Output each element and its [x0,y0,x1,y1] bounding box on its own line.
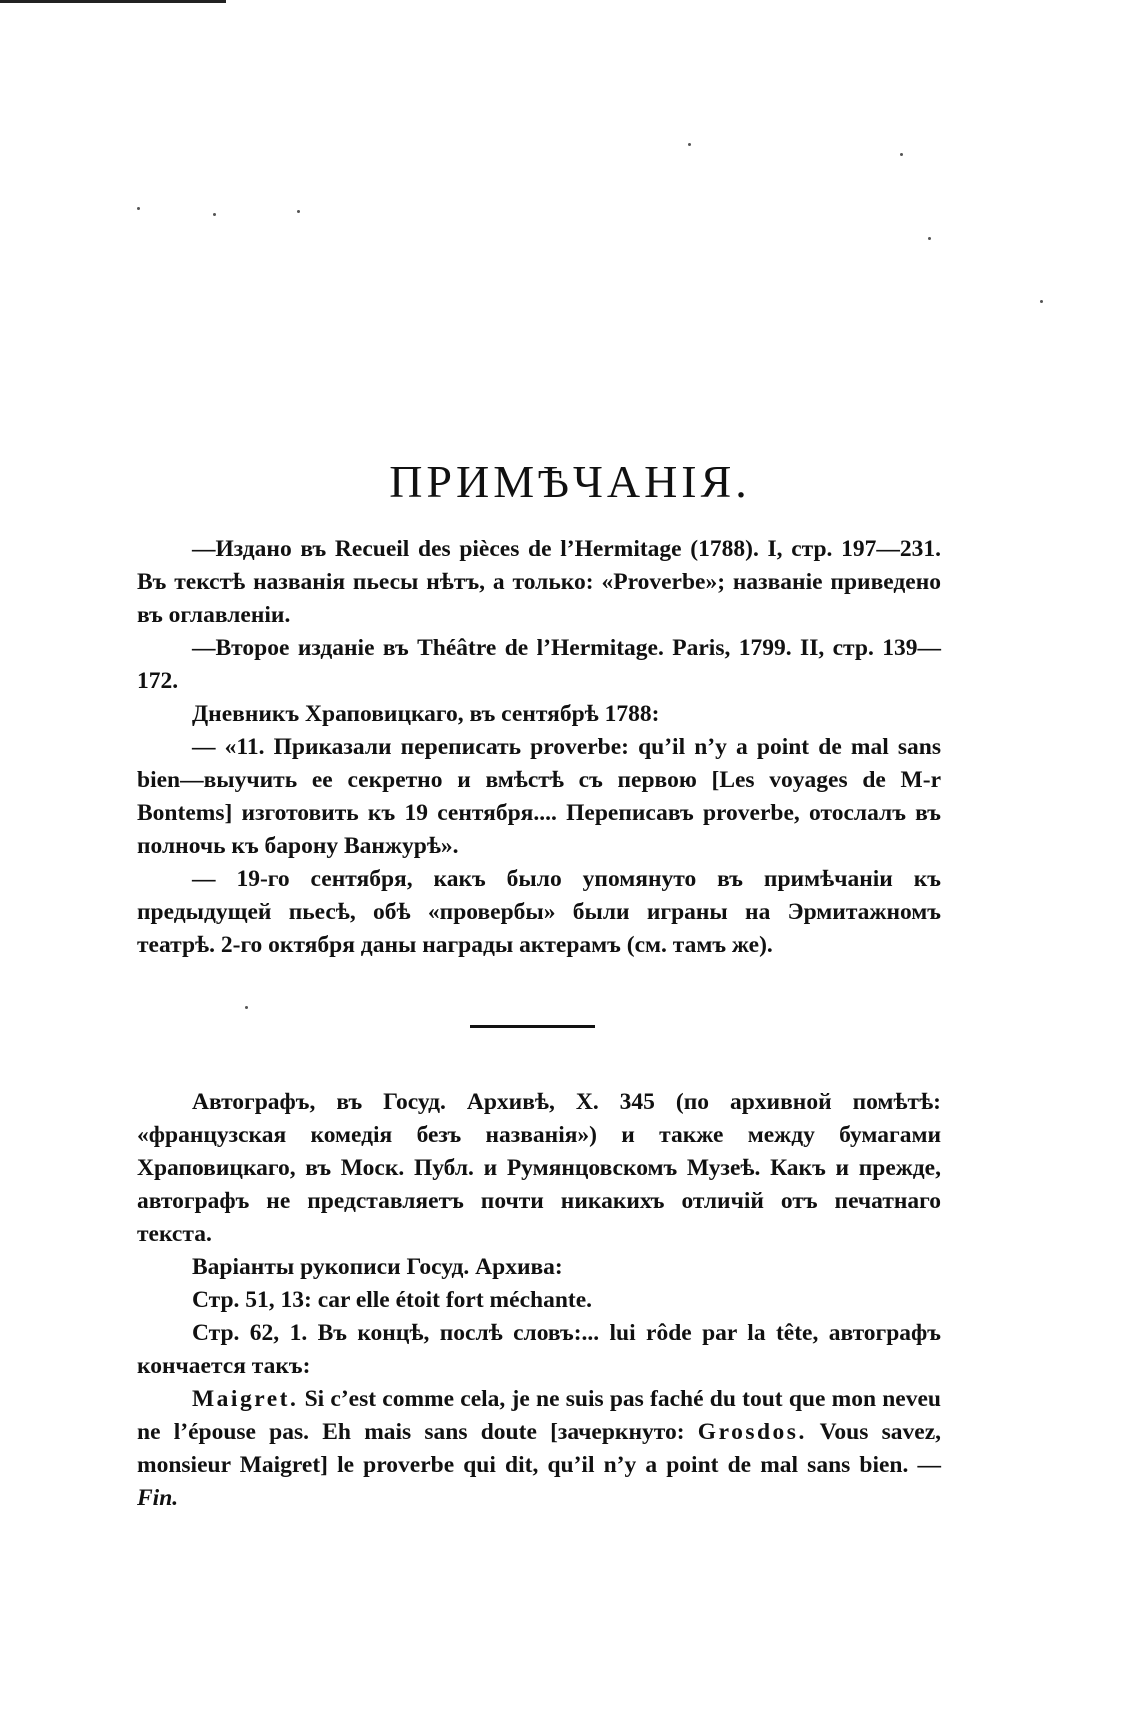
scan-speck [900,153,903,156]
note-paragraph: Дневникъ Храповицкаго, въ сентябрѣ 1788: [192,701,660,727]
variants-section [137,1086,941,1515]
fin-mark: Fin. [137,1485,179,1511]
variant-paragraph: Варіанты рукописи Госуд. Архива: [192,1254,563,1280]
speaker-name: Maigret. [192,1386,299,1412]
note-paragraph: —Издано въ Recueil des pièces de l’Hermitage (1788). I, стр. 197—231. Въ текстѣ названія пьесы нѣтъ, а только: «Proverbe»; названіе приведено въ оглавленіи. [137,536,941,628]
scan-speck [1040,300,1043,303]
top-rule [0,0,226,3]
note-paragraph: — «11. Приказали переписать proverbe: qu’il n’y a point de mal sans bien—выучить ее секретно и вмѣстѣ съ первою [Les voyages de M-r Bontems] изготовить къ 19 сентября.... Переписавъ proverbe, отослалъ въ полночь къ барону Ванжурѣ». [137,734,941,859]
page-title: ПРИМѢЧАНІЯ. [389,456,751,507]
variant-quote [137,1383,941,1515]
note-paragraph: — 19-го сентября, какъ было упомянуто въ примѣчаніи къ предыдущей пьесѣ, обѣ «провербы» были играны на Эрмитажномъ театрѣ. 2-го октября даны награды актерамъ (см. тамъ же). [137,866,941,958]
scan-speck [245,1006,248,1009]
section-divider [470,1025,595,1028]
quote-text: Si c’est comme cela, je ne suis pas faché du tout que mon neveu ne l’épouse pas. Eh mais sans doute [зачеркнуто: [137,1386,941,1445]
scan-speck [688,143,691,146]
scan-speck [137,207,140,210]
scan-speck [928,237,931,240]
note-paragraph: —Второе изданіе въ Théâtre de l’Hermitage. Paris, 1799. II, стр. 139—172. [137,635,941,694]
struck-name: Grosdos. [697,1419,807,1445]
scan-speck [297,210,300,213]
scan-speck [213,213,216,216]
quote-text: Vous savez, monsieur Maigret] le proverbe qui dit, qu’il n’y a point de mal sans bien. — [137,1419,941,1478]
notes-section [137,533,941,962]
variant-paragraph: Автографъ, въ Госуд. Архивѣ, X. 345 (по архивной помѣтѣ: «французская комедія безъ названія») и также между бумагами Храповицкаго, въ Моск. Публ. и Румянцовскомъ Музеѣ. Какъ и прежде, автографъ не представляетъ почти никакихъ отличій отъ печатнаго текста. [137,1089,941,1247]
variant-paragraph: Стр. 51, 13: car elle étoit fort méchante. [192,1287,593,1313]
variant-paragraph: Стр. 62, 1. Въ концѣ, послѣ словъ:... lui rôde par la tête, автографъ кончается такъ: [137,1320,941,1379]
